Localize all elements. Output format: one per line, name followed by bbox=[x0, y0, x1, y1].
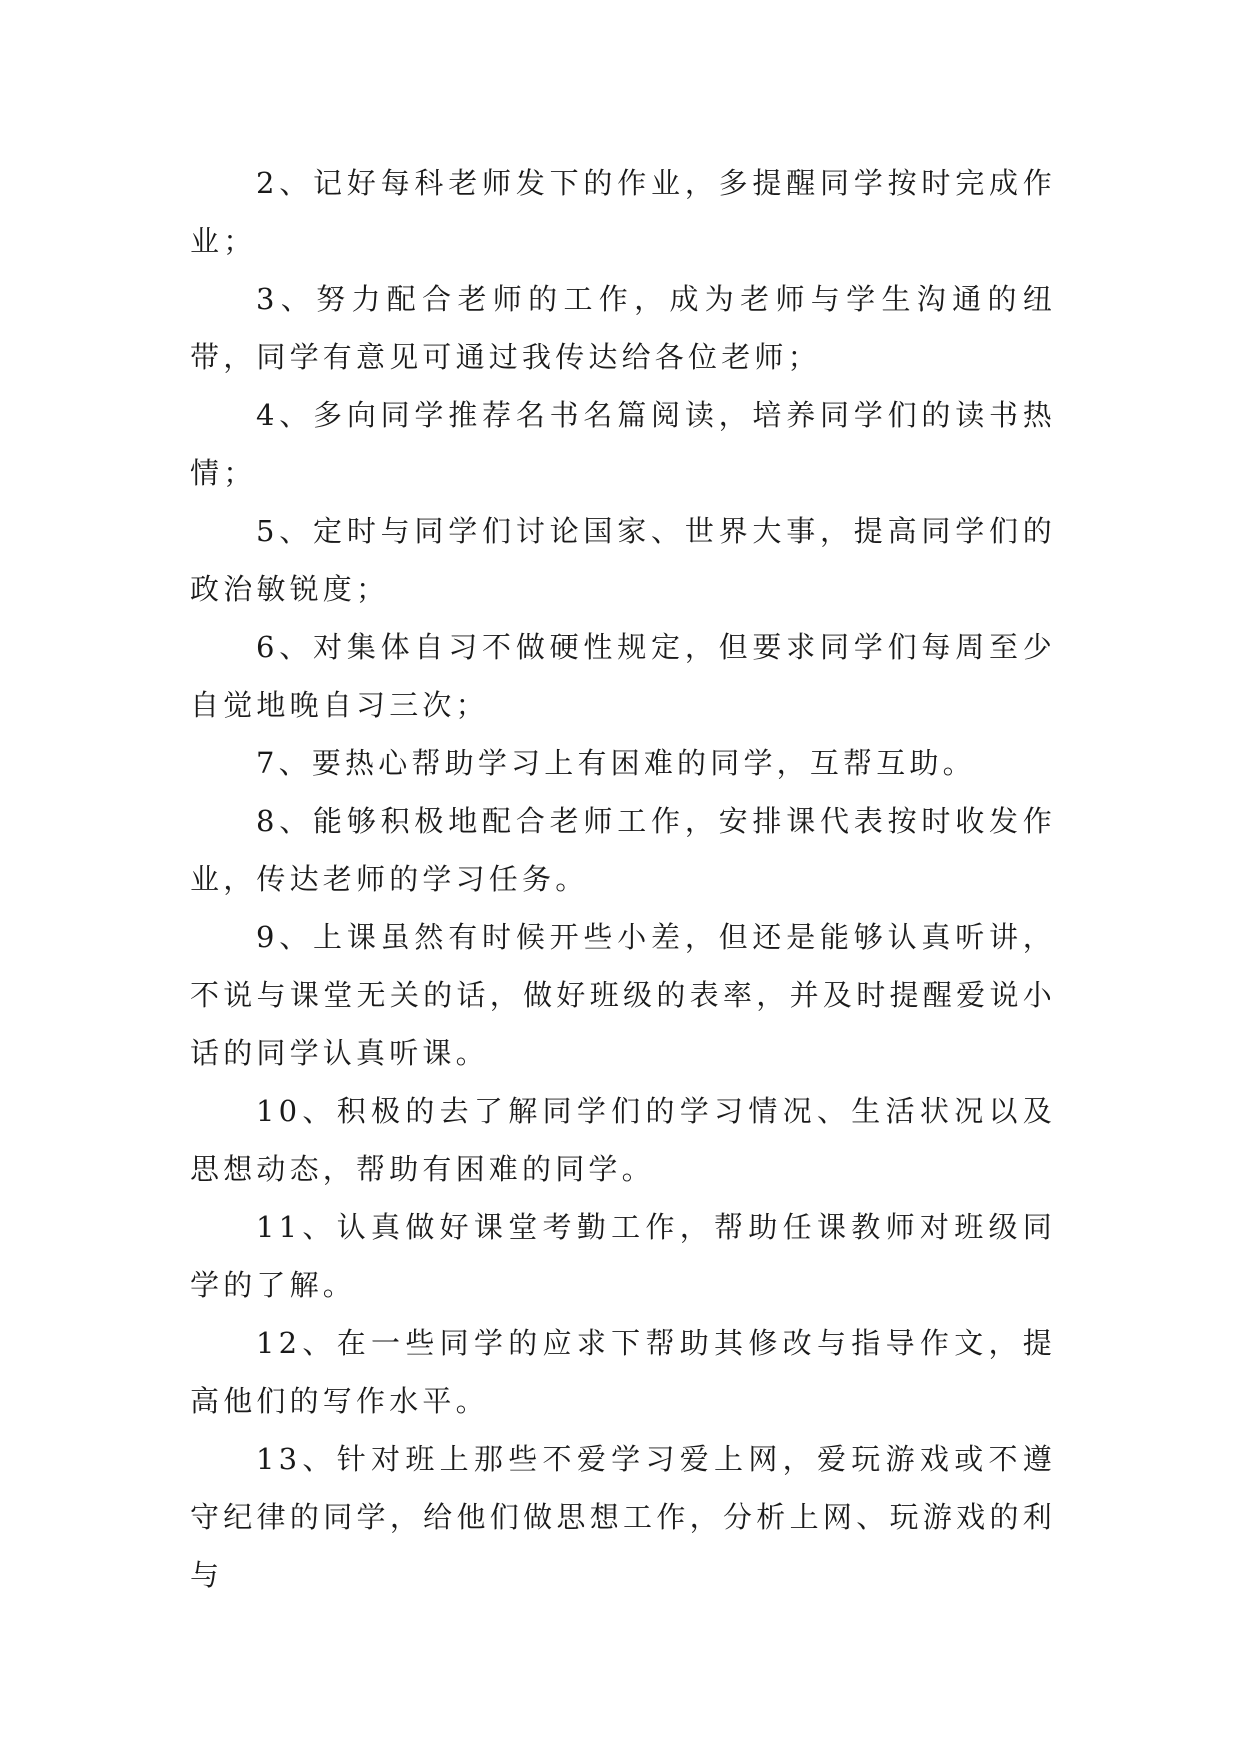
paragraph-item-11: 11、认真做好课堂考勤工作，帮助任课教师对班级同学的了解。 bbox=[190, 1210, 1056, 1302]
paragraph-item-10: 10、积极的去了解同学们的学习情况、生活状况以及思想动态，帮助有困难的同学。 bbox=[190, 1094, 1056, 1186]
document-body bbox=[190, 154, 1056, 1604]
paragraph-item-8: 8、能够积极地配合老师工作，安排课代表按时收发作业，传达老师的学习任务。 bbox=[190, 804, 1056, 896]
paragraph-item-9: 9、上课虽然有时候开些小差，但还是能够认真听讲，不说与课堂无关的话，做好班级的表率，并及时提醒爱说小话的同学认真听课。 bbox=[190, 920, 1056, 1070]
paragraph-item-6: 6、对集体自习不做硬性规定，但要求同学们每周至少自觉地晚自习三次； bbox=[190, 630, 1056, 722]
paragraph-item-7: 7、要热心帮助学习上有困难的同学，互帮互助。 bbox=[256, 746, 976, 780]
paragraph-item-5: 5、定时与同学们讨论国家、世界大事，提高同学们的政治敏锐度； bbox=[190, 514, 1056, 606]
paragraph-item-13: 13、针对班上那些不爱学习爱上网，爱玩游戏或不遵守纪律的同学，给他们做思想工作，分析上网、玩游戏的利与 bbox=[190, 1442, 1056, 1592]
paragraph-item-2: 2、记好每科老师发下的作业，多提醒同学按时完成作业； bbox=[190, 166, 1056, 258]
paragraph-item-3: 3、努力配合老师的工作，成为老师与学生沟通的纽带，同学有意见可通过我传达给各位老师； bbox=[190, 282, 1056, 374]
paragraph-item-12: 12、在一些同学的应求下帮助其修改与指导作文，提高他们的写作水平。 bbox=[190, 1326, 1056, 1418]
paragraph-item-4: 4、多向同学推荐名书名篇阅读，培养同学们的读书热情； bbox=[190, 398, 1056, 490]
